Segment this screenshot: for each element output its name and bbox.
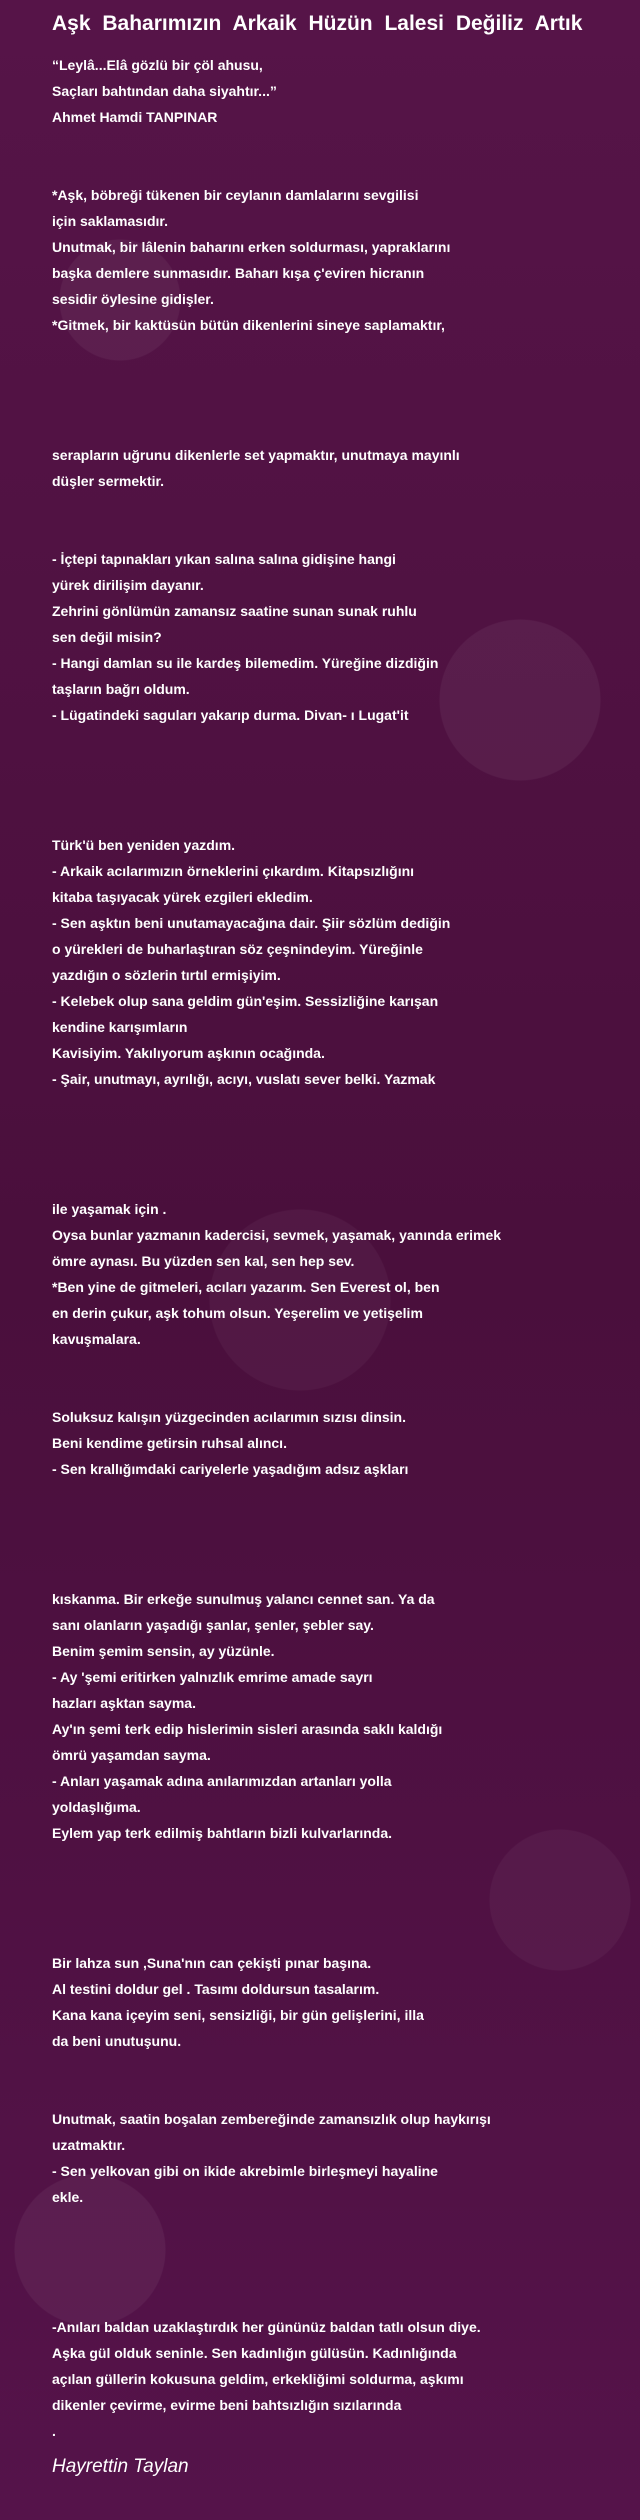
page-gap [52, 2288, 630, 2314]
poem-line: Zehrini gönlümün zamansız saatine sunan sunak ruhlu [52, 603, 417, 619]
page-gap [52, 728, 630, 754]
poem-line: yürek dirilişim dayanır. [52, 577, 204, 593]
poem-line: yoldaşlığıma. [52, 1799, 141, 1815]
poem-line: ile yaşamak için . [52, 1201, 167, 1217]
stanza [52, 182, 630, 442]
poem-line: - Lügatindeki saguları yakarıp durma. Divan- ı Lugat'it [52, 707, 409, 723]
poem-line: hazları aşktan sayma. [52, 1695, 196, 1711]
page-gap [52, 1898, 630, 1924]
poem-line: . [52, 2423, 56, 2439]
stanza [52, 494, 630, 546]
poem-line: en derin çukur, aşk tohum olsun. Yeşerelim ve yetişelim [52, 1305, 423, 1321]
poem-line: Beni kendime getirsin ruhsal alıncı. [52, 1435, 287, 1451]
poem-line: Aşka gül olduk seninle. Sen kadınlığın gülüsün. Kadınlığında [52, 2345, 457, 2361]
page-gap [52, 1378, 630, 1404]
page-gap [52, 1560, 630, 1586]
poem-line: kendine karışımların [52, 1019, 188, 1035]
stanza-gap [52, 494, 630, 520]
poem-line: kıskanma. Bir erkeğe sunulmuş yalancı cennet san. Ya da [52, 1591, 435, 1607]
page-gap [52, 1170, 630, 1196]
poem-line: ömrü yaşamdan sayma. [52, 1747, 211, 1763]
page-gap [52, 2262, 630, 2288]
page-gap [52, 390, 630, 416]
stanza [52, 1586, 630, 1950]
stanza [52, 2106, 630, 2314]
page-gap [52, 364, 630, 390]
poem-line: taşların bağrı oldum. [52, 681, 190, 697]
poem-line: uzatmaktır. [52, 2137, 126, 2153]
poem-line: - Hangi damlan su ile kardeş bilemedim. Yüreğine dizdiğin [52, 655, 439, 671]
stanza [52, 2054, 630, 2106]
poem-line: kavuşmalara. [52, 1331, 141, 1347]
poem-line: *Ben yine de gitmeleri, acıları yazarım. Sen Everest ol, ben [52, 1279, 440, 1295]
stanza [52, 1196, 630, 1352]
author-name: Hayrettin Taylan [52, 2456, 189, 2477]
stanza [52, 442, 630, 494]
page-gap [52, 1482, 630, 1508]
poem-line: Unutmak, bir lâlenin baharını erken soldurması, yapraklarını [52, 239, 451, 255]
poem-line: dikenler çevirme, evirme beni bahtsızlığın sızılarında [52, 2397, 402, 2413]
page-gap [52, 754, 630, 780]
page-gap [52, 2210, 630, 2236]
poem-line: sesidir öylesine gidişler. [52, 291, 214, 307]
poem-line: sanı olanların yaşadığı şanlar, şenler, şebler say. [52, 1617, 374, 1633]
page-gap [52, 416, 630, 442]
page-gap [52, 1534, 630, 1560]
poem-line: başka demlere sunmasıdır. Baharı kışa ç'eviren hicranın [52, 265, 425, 281]
poem-line: Eylem yap terk edilmiş bahtların bizli kulvarlarında. [52, 1825, 393, 1841]
poem-line: -Anıları baldan uzaklaştırdık her gününüz baldan tatlı olsun diye. [52, 2319, 481, 2335]
poem-line: Unutmak, saatin boşalan zembereğinde zamansızlık olup haykırışı [52, 2111, 491, 2127]
page-gap [52, 1846, 630, 1872]
poem-line: Bir lahza sun ,Suna'nın can çekişti pınar başına. [52, 1955, 372, 1971]
poem-line: *Aşk, böbreği tükenen bir ceylanın damlalarını sevgilisi [52, 187, 419, 203]
poem-line: düşler sermektir. [52, 473, 165, 489]
page-gap [52, 780, 630, 806]
poem-line: - İçtepi tapınakları yıkan salına salına gidişine hangi [52, 551, 396, 567]
poem-line: için saklamasıdır. [52, 213, 168, 229]
page-gap [52, 520, 630, 546]
page-gap [52, 1092, 630, 1118]
poem-line: da beni unutuşunu. [52, 2033, 182, 2049]
stanza-gap [52, 1352, 630, 1378]
poem-line: serapların uğrunu dikenlerle set yapmaktır, unutmaya mayınlı [52, 447, 460, 463]
poem-line: Saçları bahtından daha siyahtır...” [52, 83, 277, 99]
stanza [52, 1950, 630, 2054]
stanza [52, 1352, 630, 1404]
poem-line: Kavisiyim. Yakılıyorum aşkının ocağında. [52, 1045, 325, 1061]
page-gap [52, 1872, 630, 1898]
page-gap [52, 1118, 630, 1144]
page-gap [52, 2236, 630, 2262]
stanza [52, 832, 630, 1196]
poem-line: sen değil misin? [52, 629, 162, 645]
poem-line: Soluksuz kalışın yüzgecinden acılarımın sızısı dinsin. [52, 1409, 406, 1425]
poem-line: - Ay 'şemi eritirken yalnızlık emrime amade sayrı [52, 1669, 373, 1685]
poem-line: yazdığın o sözlerin tırtıl ermişiyim. [52, 967, 281, 983]
page-gap [52, 2080, 630, 2106]
poem-line: - Şair, unutmayı, ayrılığı, acıyı, vuslatı sever belki. Yazmak [52, 1071, 436, 1087]
stanza [52, 52, 630, 130]
poem-line: - Kelebek olup sana geldim gün'eşim. Sessizliğine karışan [52, 993, 439, 1009]
poem-line: ömre aynası. Bu yüzden sen kal, sen hep sev. [52, 1253, 355, 1269]
stanza [52, 546, 630, 832]
poem-body [52, 52, 630, 2444]
poem-line: açılan güllerin kokusuna geldim, erkekliğimi soldurma, aşkımı [52, 2371, 464, 2387]
poem-line: - Anları yaşamak adına anılarımızdan artanları yolla [52, 1773, 392, 1789]
poem-line: Ay'ın şemi terk edip hislerimin sisleri arasında saklı kaldığı [52, 1721, 443, 1737]
poem-line: - Sen yelkovan gibi on ikide akrebimle birleşmeyi hayaline [52, 2163, 438, 2179]
stanza [52, 1404, 630, 1586]
page-gap [52, 1924, 630, 1950]
page-gap [52, 1144, 630, 1170]
poem-line: Oysa bunlar yazmanın kadercisi, sevmek, yaşamak, yanında erimek [52, 1227, 502, 1243]
poem-line: Türk'ü ben yeniden yazdım. [52, 837, 236, 853]
poem-line: o yürekleri de buharlaştıran söz çeşnindeyim. Yüreğinle [52, 941, 423, 957]
stanza-gap [52, 2054, 630, 2080]
poem-line: - Sen aşktın beni unutamayacağına dair. Şiir sözlüm dediğin [52, 915, 451, 931]
poem-line: kitaba taşıyacak yürek ezgileri ekledim. [52, 889, 313, 905]
poem-line: Al testini doldur gel . Tasımı doldursun tasalarım. [52, 1981, 380, 1997]
poem-line: Ahmet Hamdi TANPINAR [52, 109, 218, 125]
poem-line: - Arkaik acılarımızın örneklerini çıkardım. Kitapsızlığını [52, 863, 415, 879]
page-gap [52, 806, 630, 832]
poem-line: Kana kana içeyim seni, sensizliği, bir gün gelişlerini, illa [52, 2007, 424, 2023]
page-gap [52, 156, 630, 182]
poem-title: Aşk Baharımızın Arkaik Hüzün Lalesi Değiliz Artık [52, 12, 583, 35]
stanza-gap [52, 130, 630, 156]
page-gap [52, 1508, 630, 1534]
page-gap [52, 338, 630, 364]
stanza [52, 130, 630, 182]
poem-line: Benim şemim sensin, ay yüzünle. [52, 1643, 275, 1659]
poem-line: ekle. [52, 2189, 84, 2205]
poem-line: - Sen krallığımdaki cariyelerle yaşadığım adsız aşkları [52, 1461, 409, 1477]
poem-line: “Leylâ...Elâ gözlü bir çöl ahusu, [52, 57, 263, 73]
stanza [52, 2314, 630, 2444]
poem-line: *Gitmek, bir kaktüsün bütün dikenlerini sineye saplamaktır, [52, 317, 445, 333]
